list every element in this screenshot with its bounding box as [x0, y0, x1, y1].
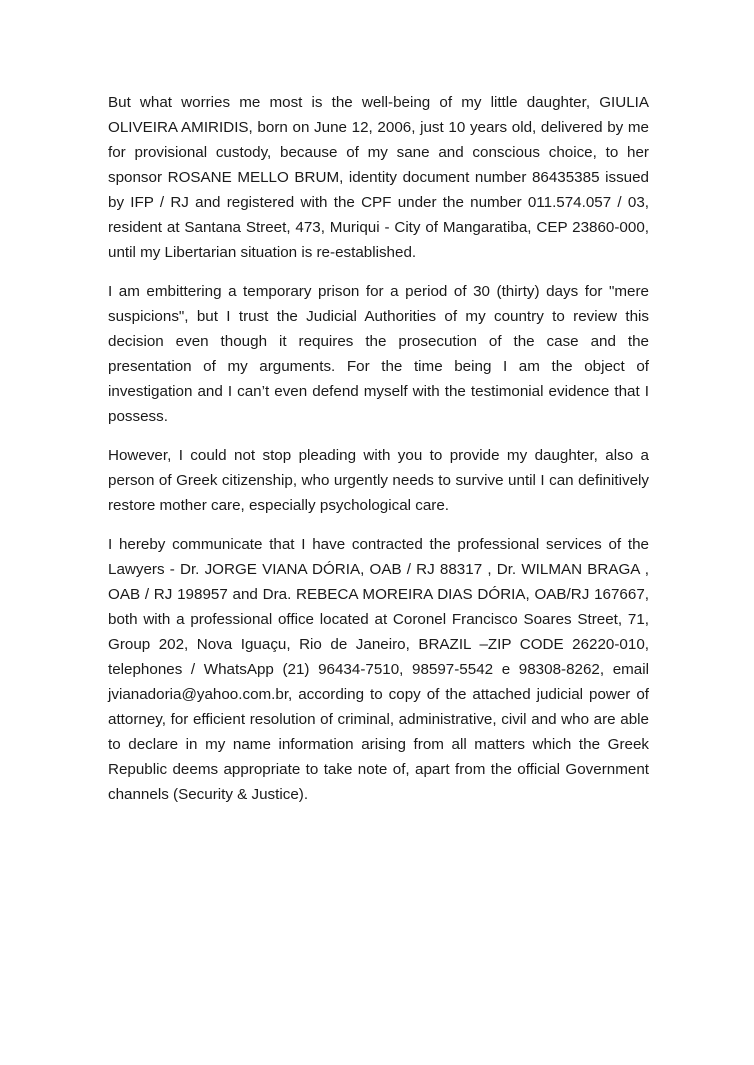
paragraph-lawyers: I hereby communicate that I have contracted the professional services of the Lawyers - Dr. JORGE VIANA DÓRIA, OAB / RJ 88317 , Dr. WILMAN BRAGA , OAB / RJ 198957 and Dra. REBECA MOREIRA DIAS DÓRIA, OAB/RJ 167667, both with a professional office located at Coronel Francisco Soares Street, 71, Group 202, Nova Iguaçu, Rio de Janeiro, BRAZIL –ZIP CODE 26220-010, telephones / WhatsApp (21) 96434-7510, 98597-5542 e 98308-8262, email jvianadoria@yahoo.com.br, according to copy of the attached judicial power of attorney, for efficient resolution of criminal, administrative, civil and who are able to declare in my name information arising from all matters which the Greek Republic deems appropriate to take note of, apart from the official Government channels (Security & Justice).: [108, 536, 649, 803]
paragraph-daughter-custody: But what worries me most is the well-being of my little daughter, GIULIA OLIVEIRA AMIRIDIS, born on June 12, 2006, just 10 years old, delivered by me for provisional custody, because of my sane and conscious choice, to her sponsor ROSANE MELLO BRUM, identity document number 86435385 issued by IFP / RJ and registered with the CPF under the number 011.574.057 / 03, resident at Santana Street, 473, Muriqui - City of Mangaratiba, CEP 23860-000, until my Libertarian situation is re-established.: [108, 94, 649, 261]
document-body: [108, 90, 649, 821]
paragraph-temporary-prison: I am embittering a temporary prison for a period of 30 (thirty) days for "mere suspicions", but I trust the Judicial Authorities of my country to review this decision even though it requires the prosecution of the case and the presentation of my arguments. For the time being I am the object of investigation and I can’t even defend myself with the testimonial evidence that I possess.: [108, 283, 649, 425]
paragraph-plea: However, I could not stop pleading with you to provide my daughter, also a person of Greek citizenship, who urgently needs to survive until I can definitively restore mother care, especially psychological care.: [108, 447, 649, 514]
